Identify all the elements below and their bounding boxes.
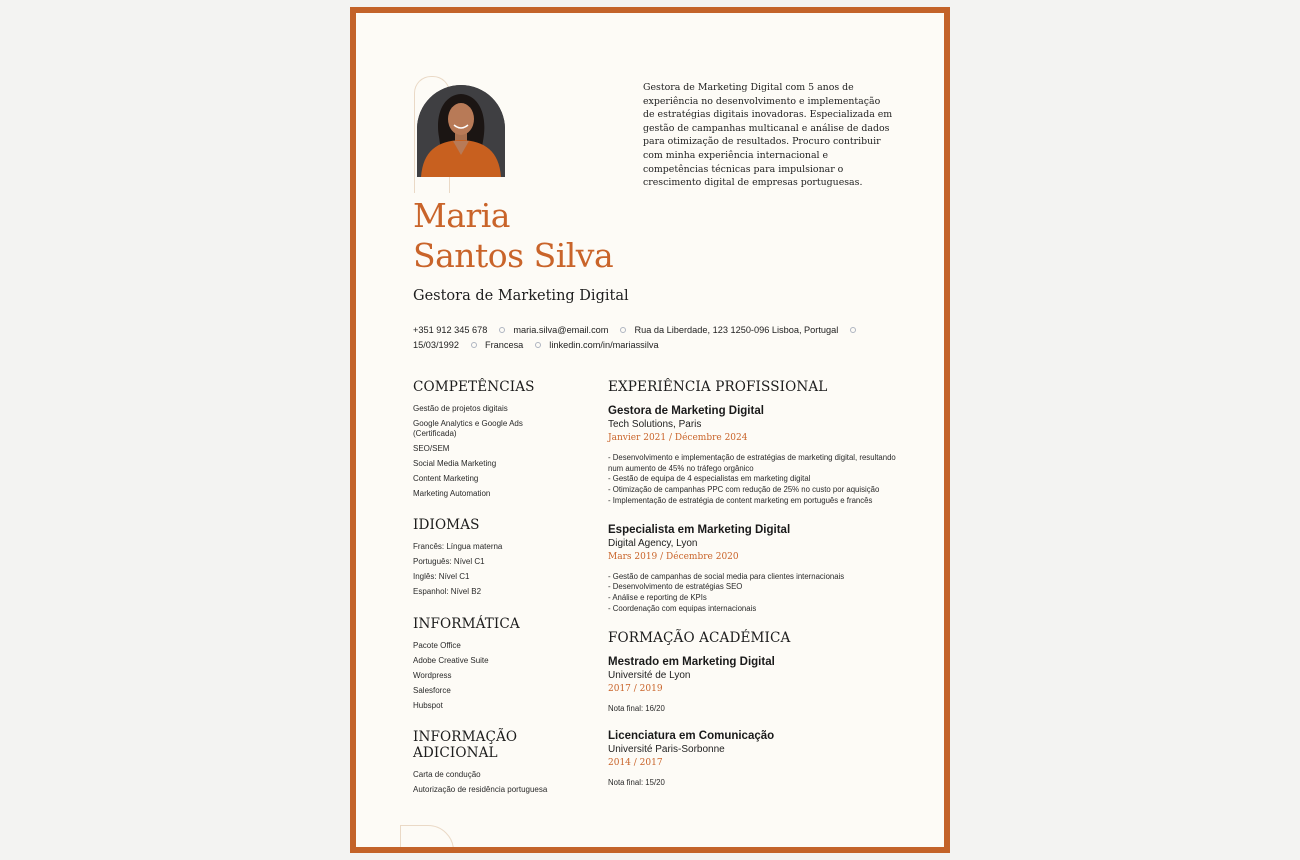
last-name: Santos Silva	[413, 236, 614, 275]
list-item: Wordpress	[413, 670, 452, 680]
experience-entry	[608, 404, 908, 507]
entry-bullets	[608, 572, 908, 615]
entry-dates: 2017 / 2019	[608, 684, 663, 695]
languages-heading: IDIOMAS	[413, 517, 480, 534]
dot-icon	[499, 327, 505, 333]
bullet-item: - Otimização de campanhas PPC com redução de 25% no custo por aquisição	[608, 485, 880, 495]
left-column	[413, 379, 563, 814]
list-item: Espanhol: Nível B2	[413, 587, 482, 597]
profile-summary: Gestora de Marketing Digital com 5 anos de experiência no desenvolvimento e implementação de estratégias digitais inovadoras. Especializada em gestão de campanhas multicanal e análise de dados para otimização de resultados. Procuro contribuir com minha experiência internacional e competências técnicas para impulsionar o crescimento digital de empresas portuguesas.	[643, 82, 893, 189]
entry-grade: Nota final: 16/20	[608, 704, 665, 714]
entry-org: Tech Solutions, Paris	[608, 419, 702, 430]
entry-dates: Mars 2019 / Décembre 2020	[608, 551, 739, 562]
dot-icon	[850, 327, 856, 333]
bullet-item: - Desenvolvimento e implementação de estratégias de marketing digital, resultando num aumento de 45% no tráfego orgânico	[608, 453, 896, 473]
phone: +351 912 345 678	[413, 325, 488, 335]
dot-icon	[535, 342, 541, 348]
additional-heading-line: ADICIONAL	[413, 745, 498, 762]
nationality: Francesa	[484, 340, 524, 350]
candidate-name	[413, 196, 613, 276]
list-item: Pacote Office	[413, 640, 461, 650]
additional-heading-line: INFORMAÇÃO	[413, 729, 518, 746]
list-item: Carta de condução	[413, 770, 481, 780]
additional-heading	[413, 729, 563, 761]
list-item: Francês: Língua materna	[413, 542, 503, 552]
profile-photo	[417, 85, 505, 177]
entry-title: Especialista em Marketing Digital	[608, 523, 791, 536]
experience-entry	[608, 523, 908, 615]
list-item: Google Analytics e Google Ads (Certificada)	[413, 418, 523, 438]
list-item: Português: Nível C1	[413, 557, 485, 567]
entry-title: Mestrado em Marketing Digital	[608, 656, 775, 669]
list-item: Inglês: Nível C1	[413, 572, 470, 582]
dot-icon	[471, 342, 477, 348]
languages-list	[413, 542, 563, 597]
entry-grade: Nota final: 15/20	[608, 778, 665, 788]
entry-org: Université de Lyon	[608, 670, 691, 682]
right-column	[608, 379, 908, 803]
skills-heading: COMPETÊNCIAS	[413, 379, 535, 395]
list-item: Social Media Marketing	[413, 458, 497, 468]
bullet-item: - Coordenação com equipas internacionais	[608, 603, 757, 613]
dot-icon	[620, 327, 626, 333]
it-heading: INFORMÁTICA	[413, 615, 520, 632]
list-item: SEO/SEM	[413, 443, 450, 453]
list-item: Content Marketing	[413, 473, 479, 483]
bullet-item: - Gestão de equipa de 4 especialistas em marketing digital	[608, 474, 811, 484]
education-entry	[608, 729, 908, 787]
bullet-item: - Análise e reporting de KPIs	[608, 592, 707, 602]
list-item: Autorização de residência portuguesa	[413, 785, 548, 795]
decorative-arch	[400, 825, 454, 853]
job-title: Gestora de Marketing Digital	[413, 288, 629, 304]
bullet-item: - Implementação de estratégia de content marketing em português e francês	[608, 495, 873, 505]
bullet-item: - Desenvolvimento de estratégias SEO	[608, 582, 743, 592]
entry-title: Gestora de Marketing Digital	[608, 405, 764, 417]
address: Rua da Liberdade, 123 1250-096 Lisboa, Portugal	[634, 325, 839, 335]
contact-info	[413, 323, 903, 353]
list-item: Hubspot	[413, 700, 443, 710]
list-item: Salesforce	[413, 685, 451, 695]
linkedin: linkedin.com/in/mariassilva	[549, 340, 659, 350]
email: maria.silva@email.com	[513, 325, 609, 335]
education-entry	[608, 655, 908, 713]
entry-dates: 2014 / 2017	[608, 758, 663, 769]
it-list	[413, 641, 563, 711]
first-name: Maria	[413, 196, 510, 235]
entry-bullets	[608, 453, 908, 507]
experience-heading: EXPERIÊNCIA PROFISSIONAL	[608, 379, 828, 395]
list-item: Marketing Automation	[413, 488, 491, 498]
skills-list	[413, 404, 563, 498]
entry-dates: Janvier 2021 / Décembre 2024	[608, 433, 748, 443]
birthdate: 15/03/1992	[413, 340, 459, 350]
resume-page	[350, 7, 950, 853]
list-item: Gestão de projetos digitais	[413, 404, 508, 413]
education-heading: FORMAÇÃO ACADÉMICA	[608, 630, 791, 647]
entry-title: Licenciatura em Comunicação	[608, 730, 775, 743]
list-item: Adobe Creative Suite	[413, 655, 489, 665]
entry-org: Université Paris-Sorbonne	[608, 744, 725, 756]
entry-org: Digital Agency, Lyon	[608, 537, 698, 549]
additional-list	[413, 770, 563, 795]
bullet-item: - Gestão de campanhas de social media para clientes internacionais	[608, 571, 845, 581]
